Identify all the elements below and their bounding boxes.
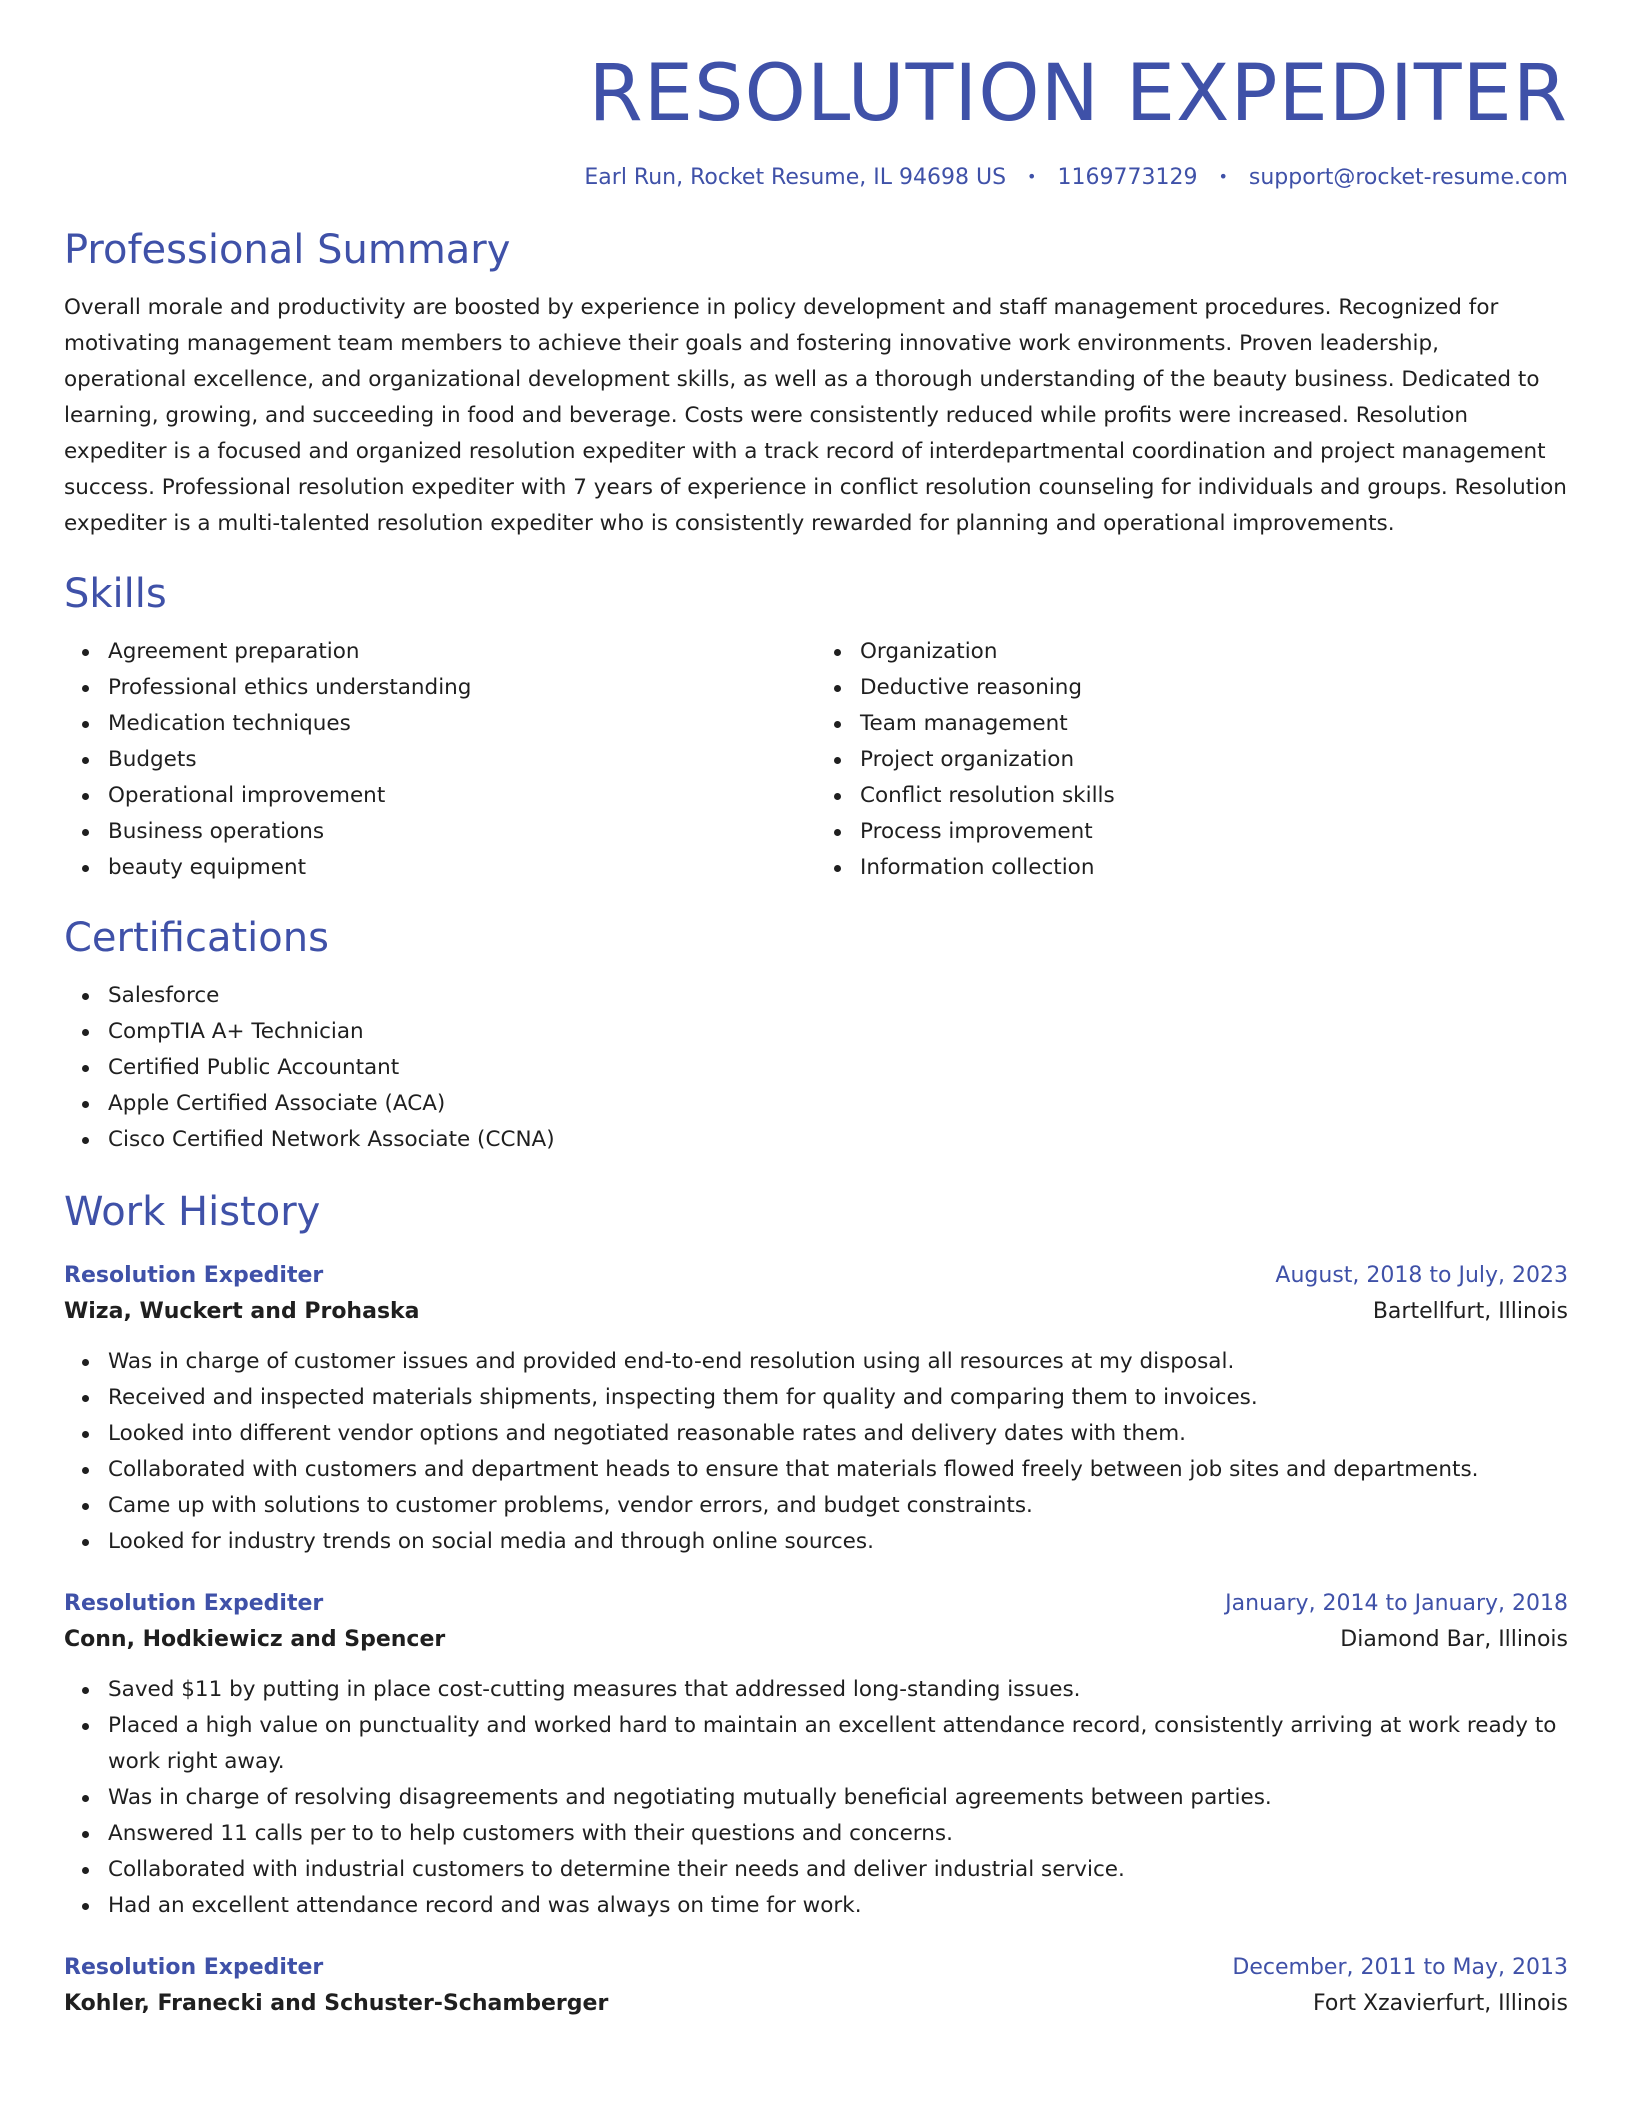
skill-item: Deductive reasoning — [860, 670, 1568, 706]
contact-line — [64, 164, 1568, 193]
contact-separator: • — [1218, 166, 1228, 186]
job-entry — [64, 1586, 1568, 1924]
certifications-section — [64, 914, 1568, 1158]
job-duty-item: Collaborated with industrial customers to determine their needs and deliver industrial service. — [108, 1852, 1568, 1888]
skill-item: Information collection — [860, 850, 1568, 886]
work-history-section — [64, 1188, 1568, 2022]
skill-item: Organization — [860, 634, 1568, 670]
job-company: Conn, Hodkiewicz and Spencer — [64, 1627, 446, 1653]
certification-item: Certified Public Accountant — [108, 1050, 1568, 1086]
job-duty-item: Collaborated with customers and department heads to ensure that materials flowed freely between job sites and departments. — [108, 1452, 1568, 1488]
contact-email: support@rocket-resume.com — [1248, 164, 1568, 190]
contact-phone: 1169773129 — [1057, 164, 1198, 190]
section-title-certifications: Certifications — [64, 915, 329, 962]
skill-item: Agreement preparation — [108, 634, 816, 670]
summary-text: Overall morale and productivity are boosted by experience in policy development and staff management procedures. Recognized for motivating management team members to achieve their goals and fostering innovative work environments. Proven leadership, operational excellence, and organizational development skills, as well as a thorough understanding of the beauty business. Dedicated to learning, growing, and succeeding in food and beverage. Costs were consistently reduced while profits were increased. Resolution expediter is a focused and organized resolution expediter with a track record of interdepartmental coordination and project management success. Professional resolution expediter with 7 years of experience in conflict resolution counseling for individuals and groups. Resolution expediter is a multi-talented resolution expediter who is consistently rewarded for planning and operational improvements. — [64, 295, 1567, 537]
job-duty-item: Looked into different vendor options and negotiated reasonable rates and delivery dates with them. — [108, 1416, 1568, 1452]
job-location: Fort Xzavierfurt, Illinois — [1313, 1991, 1568, 2017]
job-title: Resolution Expediter — [64, 1263, 324, 1289]
section-title-summary: Professional Summary — [64, 227, 511, 274]
job-location: Diamond Bar, Illinois — [1340, 1627, 1568, 1653]
job-duties-list — [64, 1672, 1568, 1924]
job-duty-item: Placed a high value on punctuality and worked hard to maintain an excellent attendance record, consistently arriving at work ready to work right away. — [108, 1708, 1568, 1780]
job-duty-item: Answered 11 calls per to to help customers with their questions and concerns. — [108, 1816, 1568, 1852]
job-duty-item: Was in charge of resolving disagreements and negotiating mutually beneficial agreements between parties. — [108, 1780, 1568, 1816]
skills-list-left — [64, 634, 816, 886]
skill-item: Team management — [860, 706, 1568, 742]
job-company-row — [64, 1986, 1568, 2022]
job-duty-item: Looked for industry trends on social media and through online sources. — [108, 1524, 1568, 1560]
job-dates: December, 2011 to May, 2013 — [1232, 1955, 1568, 1981]
certification-item: Apple Certified Associate (ACA) — [108, 1086, 1568, 1122]
job-duty-item: Had an excellent attendance record and was always on time for work. — [108, 1888, 1568, 1924]
skill-item: Medication techniques — [108, 706, 816, 742]
contact-separator: • — [1027, 166, 1037, 186]
section-title-work-history: Work History — [64, 1189, 321, 1236]
job-duties-list — [64, 1344, 1568, 1560]
skill-item: Budgets — [108, 742, 816, 778]
job-dates: January, 2014 to January, 2018 — [1225, 1591, 1568, 1617]
skill-item: Operational improvement — [108, 778, 816, 814]
job-title: Resolution Expediter — [64, 1591, 324, 1617]
job-dates: August, 2018 to July, 2023 — [1275, 1263, 1568, 1289]
job-duty-item: Was in charge of customer issues and provided end-to-end resolution using all resources at my disposal. — [108, 1344, 1568, 1380]
skill-item: beauty equipment — [108, 850, 816, 886]
skills-list-right — [816, 634, 1568, 886]
skills-section — [64, 570, 1568, 886]
job-title-row — [64, 1258, 1568, 1294]
job-title-row — [64, 1586, 1568, 1622]
job-entry — [64, 1950, 1568, 2022]
job-title-row — [64, 1950, 1568, 1986]
job-duty-item: Received and inspected materials shipments, inspecting them for quality and comparing them to invoices. — [108, 1380, 1568, 1416]
job-company-row — [64, 1622, 1568, 1658]
certification-item: Salesforce — [108, 978, 1568, 1014]
certification-item: Cisco Certified Network Associate (CCNA) — [108, 1122, 1568, 1158]
job-duty-item: Came up with solutions to customer problems, vendor errors, and budget constraints. — [108, 1488, 1568, 1524]
job-title: Resolution Expediter — [64, 1955, 324, 1981]
certifications-list — [64, 978, 1568, 1158]
section-title-skills: Skills — [64, 571, 167, 618]
skill-item: Business operations — [108, 814, 816, 850]
skills-columns — [64, 634, 1568, 886]
skill-item: Project organization — [860, 742, 1568, 778]
contact-address: Earl Run, Rocket Resume, IL 94698 US — [584, 164, 1007, 190]
skill-item: Professional ethics understanding — [108, 670, 816, 706]
job-location: Bartellfurt, Illinois — [1372, 1299, 1568, 1325]
skill-item: Conflict resolution skills — [860, 778, 1568, 814]
summary-section — [64, 226, 1568, 542]
job-entry — [64, 1258, 1568, 1560]
job-duty-item: Saved $11 by putting in place cost-cutting measures that addressed long-standing issues. — [108, 1672, 1568, 1708]
resume-header — [64, 0, 1568, 192]
certification-item: CompTIA A+ Technician — [108, 1014, 1568, 1050]
job-company: Wiza, Wuckert and Prohaska — [64, 1299, 420, 1325]
candidate-name: RESOLUTION EXPEDITER — [588, 49, 1568, 139]
job-company: Kohler, Franecki and Schuster-Schamberger — [64, 1991, 609, 2017]
job-company-row — [64, 1294, 1568, 1330]
skill-item: Process improvement — [860, 814, 1568, 850]
